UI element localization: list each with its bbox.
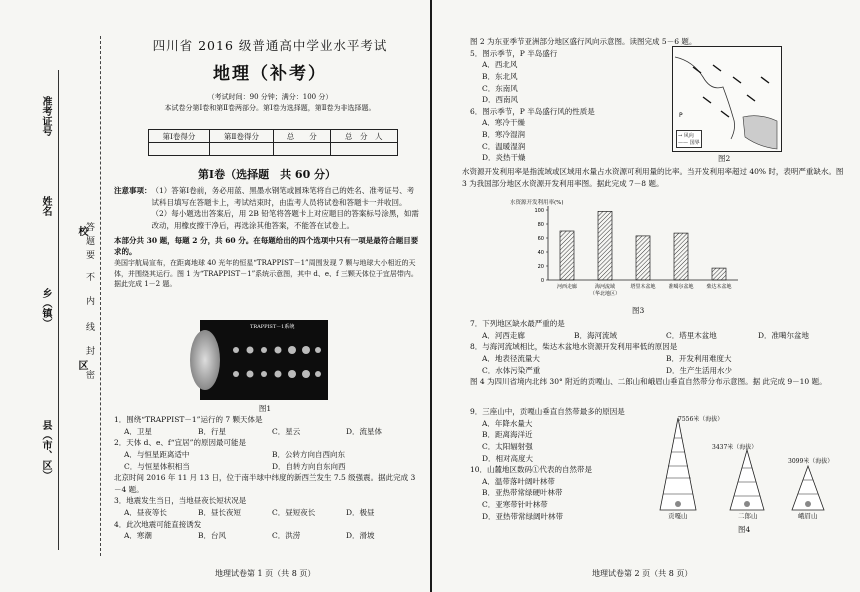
- district-label: 区: [76, 360, 87, 370]
- score-header: 总 分: [273, 130, 330, 143]
- option[interactable]: B．开发利用难度大: [666, 353, 732, 363]
- option[interactable]: A．地表径流量大: [482, 353, 540, 363]
- question-1-options: [114, 426, 420, 438]
- emei-name: 峨眉山: [798, 512, 818, 520]
- figure-4-caption: 图4: [738, 525, 751, 534]
- notice-2: （2）每小题选出答案后，用 2B 铅笔将答题卡上对应题目的答案标号涂黑，如需改动，用橡皮擦干净后，再选涂其他答案，不能答在试卷上。: [151, 209, 419, 230]
- option[interactable]: A．昼夜等长: [124, 508, 167, 517]
- chart-ylabel: 水资源开发利用率(%): [510, 200, 564, 206]
- option[interactable]: A．寒冷干燥: [482, 118, 525, 128]
- page-fold: [430, 0, 432, 592]
- p-peninsula-label: P: [679, 112, 683, 119]
- question-5: 5．图示季节，P 半岛盛行: [470, 48, 558, 58]
- option[interactable]: C．水体污染严重: [482, 365, 541, 375]
- figure-4-mountains: [650, 414, 850, 522]
- exam-number-label: 准考证号: [40, 96, 51, 136]
- question-8: 8．与海河流域相比，柴达木盆地水资源开发利用率低的原因是: [470, 342, 678, 352]
- question-10-options: [470, 476, 650, 523]
- option[interactable]: B．距离海洋近: [482, 430, 533, 440]
- option[interactable]: C．星云: [272, 426, 301, 436]
- question-6-options: [470, 117, 680, 164]
- planet-d: [261, 347, 267, 353]
- warning-char: 密: [84, 370, 94, 379]
- gongga-height: 7556米（海拔）: [678, 416, 724, 423]
- score-cell[interactable]: [273, 143, 330, 156]
- y-tick-label: 80: [537, 222, 544, 228]
- option[interactable]: C．温暖湿润: [482, 141, 526, 151]
- score-cell[interactable]: [330, 143, 398, 156]
- option[interactable]: D．炎热干燥: [482, 153, 526, 163]
- gongga-name: 贡嘎山: [668, 512, 688, 520]
- fig2-intro: 图 2 为东亚季节亚洲部分地区盛行风向示意图。读图完成 5－6 题。: [470, 37, 697, 46]
- county-label: 县（市、区）: [40, 420, 51, 480]
- section-rule: 本部分共 30 题，每题 2 分，共 60 分。在每题给出的四个选项中只有一项是最符合题目要求的。: [114, 235, 419, 257]
- time-info: （考试时间：90 分钟；满分：100 分）: [207, 92, 333, 101]
- fig2-legend: [676, 130, 702, 148]
- emei-height: 3099米（海拔）: [788, 458, 834, 465]
- notice-block: [114, 185, 420, 232]
- planet-e: [275, 347, 282, 354]
- page-1-footer: 地理试卷第 1 页（共 8 页）: [215, 569, 316, 578]
- option[interactable]: D．极昼: [346, 508, 375, 517]
- score-table: [148, 129, 398, 156]
- y-tick-label: 60: [537, 236, 544, 242]
- planet-b: [233, 347, 239, 353]
- option[interactable]: A．寒潮: [124, 531, 152, 541]
- option[interactable]: B．台风: [198, 531, 227, 541]
- question-3-options: [114, 507, 420, 519]
- category-label: 海河流域: [594, 284, 616, 290]
- planet-c: [247, 347, 254, 354]
- township-label: 乡（镇）: [40, 288, 51, 328]
- part1-body: [114, 166, 420, 290]
- score-cell[interactable]: [209, 143, 273, 156]
- y-tick-label: 20: [537, 264, 544, 270]
- part1-title: 第Ⅰ卷（选择题 共 60 分）: [197, 168, 337, 181]
- question-3: 3．地震发生当日，当地昼夜长短状况是: [114, 496, 247, 506]
- score-header: 总 分 人: [330, 130, 398, 143]
- question-9-options: [470, 418, 650, 465]
- option[interactable]: D．西南风: [482, 95, 519, 105]
- landmass: [743, 116, 777, 149]
- option[interactable]: D．滑坡: [346, 531, 375, 541]
- question-6: 6．图示季节，P 半岛盛行风的性质是: [470, 106, 595, 116]
- erlang-name: 二郎山: [738, 512, 758, 520]
- name-label: 姓名: [40, 196, 51, 216]
- option[interactable]: C．昼短夜长: [272, 508, 316, 517]
- option[interactable]: A．卫星: [124, 426, 152, 436]
- figure-2-map: [672, 46, 782, 152]
- option[interactable]: A．温带落叶阔叶林带: [482, 476, 555, 486]
- school-label: 校: [76, 226, 87, 236]
- warning-char: 答: [84, 222, 94, 231]
- score-cell[interactable]: [149, 143, 210, 156]
- category-label: 塔里木盆地: [630, 284, 656, 290]
- part1-questions: [114, 414, 420, 542]
- passage-3: 水资源开发利用率是指流域或区域用水量占水资源可利用量的比率。当开发利用率超过 40% 时，表明严重缺水。图 3 为我国部分地区水资源开发利用率图。据此完成 7－8 题。: [462, 167, 844, 188]
- option[interactable]: A．西北风: [482, 60, 518, 70]
- score-header: 第Ⅰ卷得分: [149, 130, 210, 143]
- option[interactable]: A．与恒星距离适中: [124, 449, 190, 459]
- option[interactable]: C．东南风: [482, 83, 518, 93]
- passage-2: 北京时间 2016 年 11 月 13 日，位于南半球中纬度的新西兰发生 7.5 级强震。据此完成 3－4 题。: [114, 473, 416, 494]
- option[interactable]: C．与恒星体积相当: [124, 461, 190, 471]
- notice-label: 注意事项：: [114, 186, 152, 196]
- question-5-options: [470, 59, 680, 106]
- option[interactable]: C．塔里木盆地: [666, 330, 717, 340]
- option[interactable]: A．河西走廊: [482, 330, 525, 340]
- option[interactable]: B．寒冷湿润: [482, 130, 526, 139]
- figure-1-caption: 图1: [258, 404, 272, 413]
- warning-char: 线: [84, 322, 94, 331]
- figure-3-chart: [510, 198, 760, 302]
- legend-border: —— 国界: [678, 140, 700, 146]
- mountain-gongga: [660, 418, 696, 510]
- figure-3-caption: 图3: [632, 306, 645, 315]
- option[interactable]: C．亚寒带针叶林带: [482, 500, 548, 509]
- option[interactable]: D．流星体: [346, 426, 383, 436]
- question-7: 7．下列地区缺水最严重的是: [470, 319, 565, 328]
- right-bottom: [470, 406, 650, 522]
- binding-line: [100, 36, 101, 556]
- planets-graphic: [200, 320, 328, 400]
- legend-wind: → 风向: [678, 133, 694, 139]
- mountain-svg: [650, 414, 850, 522]
- category-sublabel: （华北地区）: [589, 291, 621, 297]
- option[interactable]: D．自转方向自东向西: [272, 461, 346, 471]
- figure-2-caption: 图2: [718, 154, 731, 163]
- option[interactable]: D．相对高度大: [482, 453, 534, 463]
- option[interactable]: B．亚热带常绿硬叶林带: [482, 488, 563, 498]
- warning-char: 封: [84, 346, 94, 355]
- y-tick-label: 100: [534, 208, 544, 214]
- option[interactable]: D．准噶尔盆地: [758, 330, 810, 340]
- option[interactable]: B．公转方向自西向东: [272, 449, 346, 459]
- question-8-options: [470, 353, 850, 376]
- line-underline: [58, 70, 59, 550]
- warning-char: 内: [84, 296, 94, 305]
- option[interactable]: B．东北风: [482, 71, 518, 81]
- warning-char: 要: [84, 250, 94, 259]
- bar: [598, 211, 612, 280]
- bar: [636, 236, 650, 280]
- question-10: 10．山麓地区数码①代表的自然带是: [470, 465, 593, 475]
- question-2-options: [114, 449, 420, 472]
- question-9: 9．三座山中，贡嘎山垂直自然带最多的原因是: [470, 407, 625, 416]
- warning-char: 题: [84, 236, 94, 245]
- page1-header: [120, 36, 420, 113]
- bar: [560, 231, 574, 280]
- category-label: 柴达木盆地: [706, 284, 732, 290]
- option[interactable]: C．洪涝: [272, 531, 301, 541]
- option[interactable]: A．年降水量大: [482, 418, 533, 428]
- question-4-options: [114, 530, 420, 542]
- option[interactable]: B．昼长夜短: [198, 508, 242, 517]
- bar: [674, 233, 688, 280]
- figure-1-label: TRAPPIST－1系统: [250, 324, 295, 330]
- category-label: 河西走廊: [556, 284, 578, 290]
- question-2: 2．天体 d、e、f“宜居”的原因最可能是: [114, 438, 246, 448]
- option[interactable]: B．海河流域: [574, 330, 618, 340]
- passage-4: 图 4 为四川省境内北纬 30° 附近的贡嘎山、二郎山和峨眉山垂直自然带分布示意图。据 此完成 9－10 题。: [470, 377, 827, 387]
- option[interactable]: D．生产生活用水少: [666, 365, 733, 375]
- option[interactable]: B．行星: [198, 426, 227, 436]
- y-tick-label: 40: [537, 250, 544, 256]
- y-tick-label: 0: [540, 278, 544, 284]
- intro-text: 本试卷分第Ⅰ卷和第Ⅱ卷两部分。第Ⅰ卷为选择题，第Ⅱ卷为非选择题。: [164, 103, 376, 112]
- planet-g: [302, 346, 310, 354]
- page-2-footer: 地理试卷第 2 页（共 8 页）: [592, 569, 693, 578]
- option[interactable]: C．太阳辐射强: [482, 441, 533, 451]
- warning-char: 不: [84, 272, 94, 281]
- planet-f: [288, 346, 296, 354]
- notice-1: （1）答第Ⅰ卷前，务必用蓝、黑墨水钢笔或圆珠笔将自己的姓名、准考证号、考试科目填写在答题卡上，考试结束时，由监考人员将试卷和答题卡一并收回。: [151, 186, 415, 207]
- category-label: 准噶尔盆地: [668, 284, 694, 290]
- erlang-height: 3437米（海拔）: [712, 444, 758, 451]
- exam-title: 四川省 2016 级普通高中学业水平考试: [152, 38, 388, 53]
- passage-1: 美国宇航局宣布，在距离地球 40 光年的恒星“TRAPPIST－1”周围发现 7 颗与地球大小相近的天体，并围绕其运行。图 1 为“TRAPPIST－1”系统示意图，其中 d、e、f 三颗天体位于宜居带内。据此完成 1－2 题。: [114, 258, 418, 289]
- option[interactable]: D．亚热带常绿阔叶林带: [482, 511, 564, 521]
- question-1: 1．围绕“TRAPPIST－1”运行的 7 颗天体是: [114, 415, 263, 424]
- chart-svg: [510, 198, 760, 302]
- score-header: 第Ⅱ卷得分: [209, 130, 273, 143]
- subject-title: 地理（补考）: [213, 64, 327, 85]
- right-middle: [470, 318, 850, 388]
- question-4: 4．此次地震可能直接诱发: [114, 519, 202, 529]
- question-7-options: [470, 330, 850, 342]
- planet-h: [315, 347, 321, 353]
- bar: [712, 268, 726, 280]
- figure-1: [200, 320, 328, 400]
